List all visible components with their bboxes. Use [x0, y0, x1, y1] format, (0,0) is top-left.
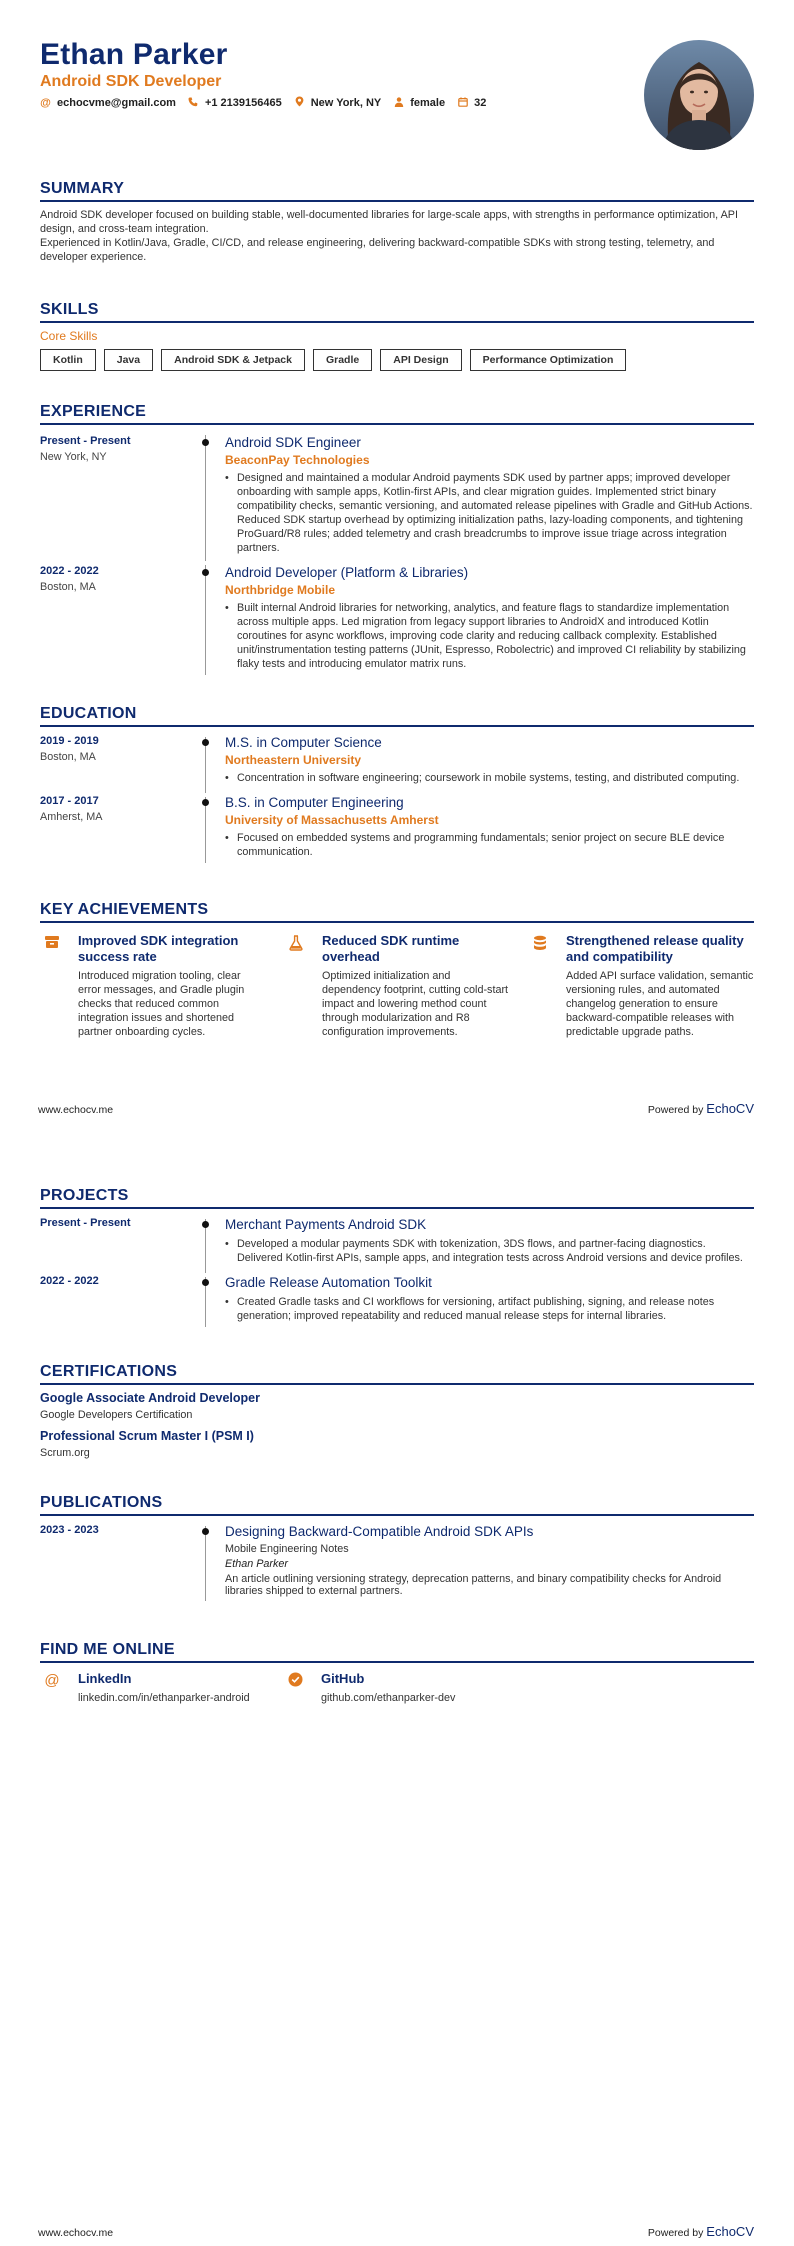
- achievement-item: [284, 933, 510, 1039]
- experience-item: [40, 561, 754, 675]
- section-title: PROJECTS: [40, 1187, 754, 1209]
- achievement-title: Strengthened release quality and compatibility: [566, 933, 744, 964]
- item-title: M.S. in Computer Science: [225, 735, 382, 750]
- project-item: [40, 1215, 754, 1273]
- skills-subtitle: Core Skills: [40, 329, 98, 343]
- online-profile-name: LinkedIn: [78, 1671, 132, 1686]
- resume-page-2: [0, 1123, 794, 2246]
- experience-item: [40, 431, 754, 561]
- skill-tag: Kotlin: [40, 349, 96, 371]
- skill-tag: Java: [104, 349, 153, 371]
- certification-name: Google Associate Android Developer: [40, 1391, 260, 1405]
- location-icon: [294, 96, 305, 110]
- phone-icon: [188, 97, 199, 110]
- inbox-icon: [40, 933, 64, 1039]
- timeline-dot: [202, 1528, 209, 1535]
- candidate-name: Ethan Parker: [40, 38, 228, 71]
- item-bullet: • Created Gradle tasks and CI workflows for versioning, artifact publishing, signing, and release notes generation; improved repeatability and reduced manual release steps for internal libraries.: [225, 1295, 754, 1323]
- calendar-icon: [457, 97, 468, 110]
- timeline-dot: [202, 1279, 209, 1286]
- timeline-line: [205, 435, 206, 561]
- achievement-title: Reduced SDK runtime overhead: [322, 933, 460, 964]
- item-title: Android SDK Engineer: [225, 435, 361, 450]
- achievement-item: [528, 933, 754, 1039]
- achievement-description: Added API surface validation, semantic versioning rules, and automated changelog generation to ensure backward-compatible releases with predictable upgrade paths.: [566, 970, 754, 1038]
- footer-site-link[interactable]: www.echocv.me: [38, 2227, 114, 2239]
- publication-venue: Mobile Engineering Notes: [225, 1543, 349, 1555]
- contact-age: 32: [457, 97, 486, 110]
- skill-tag: Performance Optimization: [470, 349, 627, 371]
- publication-author: Ethan Parker: [225, 1558, 289, 1570]
- item-organization: Northeastern University: [225, 753, 362, 767]
- achievement-description: Introduced migration tooling, clear error messages, and Gradle plugin checks that reduced common integration issues and shortened partner onboarding cycles.: [78, 970, 245, 1038]
- item-date: Present - Present: [40, 1217, 131, 1229]
- skills-tags: [40, 349, 754, 371]
- skill-tag: Android SDK & Jetpack: [161, 349, 305, 371]
- section-title: EXPERIENCE: [40, 403, 754, 425]
- contact-bar: [40, 96, 486, 110]
- item-title: Designing Backward-Compatible Android SDK APIs: [225, 1524, 534, 1539]
- item-title: B.S. in Computer Engineering: [225, 795, 404, 810]
- publications-section: [40, 1494, 754, 1601]
- education-section: [40, 705, 754, 863]
- certification-issuer: Google Developers Certification: [40, 1409, 193, 1421]
- achievement-description: Optimized initialization and dependency footprint, cutting cold-start impact and lowering method count through modularization and R8 configuration improvements.: [322, 970, 509, 1038]
- item-bullet: • Developed a modular payments SDK with tokenization, 3DS flows, and partner-facing diagnostics. Delivered Kotlin-first APIs, sample apps, and integration tests across Android versions and device profiles.: [225, 1237, 754, 1265]
- at-icon: @: [40, 97, 51, 109]
- publication-description: An article outlining versioning strategy, deprecation patterns, and binary compatibility checks for Android libraries shipped to external partners.: [225, 1573, 722, 1597]
- timeline-dot: [202, 799, 209, 806]
- item-bullet: • Concentration in software engineering; coursework in mobile systems, testing, and distributed computing.: [225, 771, 754, 785]
- item-title: Gradle Release Automation Toolkit: [225, 1275, 432, 1290]
- flask-icon: [284, 933, 308, 1039]
- item-bullet: • Focused on embedded systems and programming fundamentals; senior project on secure BLE device communication.: [225, 831, 754, 859]
- section-title: SKILLS: [40, 301, 754, 323]
- check-badge-icon: [283, 1671, 307, 1704]
- section-title: PUBLICATIONS: [40, 1494, 754, 1516]
- item-organization: Northbridge Mobile: [225, 583, 335, 597]
- timeline-dot: [202, 569, 209, 576]
- experience-section: [40, 403, 754, 675]
- section-title: EDUCATION: [40, 705, 754, 727]
- certification-name: Professional Scrum Master I (PSM I): [40, 1429, 254, 1443]
- skills-section: [40, 301, 754, 371]
- education-item: [40, 793, 754, 863]
- certifications-section: [40, 1363, 754, 1467]
- footer-powered-by: Powered by EchoCV: [647, 1101, 754, 1116]
- candidate-role: Android SDK Developer: [40, 73, 222, 90]
- projects-section: [40, 1187, 754, 1327]
- footer-brand[interactable]: EchoCV: [706, 1101, 754, 1116]
- item-date: 2022 - 2022: [40, 1275, 99, 1287]
- section-title: FIND ME ONLINE: [40, 1641, 754, 1663]
- online-profile-url[interactable]: github.com/ethanparker-dev: [321, 1692, 456, 1704]
- database-icon: [528, 933, 552, 1039]
- project-item: [40, 1273, 754, 1327]
- person-icon: [393, 97, 404, 110]
- avatar: [644, 40, 754, 150]
- footer-powered-by: Powered by EchoCV: [647, 2224, 754, 2239]
- summary-section: [40, 180, 754, 264]
- item-location: Boston, MA: [40, 581, 96, 593]
- at-icon: @: [44, 1672, 60, 1689]
- contact-gender: female: [393, 97, 445, 110]
- item-title: Android Developer (Platform & Libraries): [225, 565, 469, 580]
- publication-item: [40, 1522, 754, 1601]
- section-title: CERTIFICATIONS: [40, 1363, 754, 1385]
- item-bullet: • Designed and maintained a modular Android payments SDK used by partner apps; improved developer onboarding with sample apps, Kotlin-first APIs, and clear migration guides. Implemented strict binary compatibility checks, semantic versioning, and automated release pipelines with Gradle and GitHub Actions. Reduced SDK startup overhead by optimizing initialization paths, lazy-loading components, and tightening ProGuard/R8 rules; added telemetry and crash breadcrumbs to improve issue triage across integration partners.: [225, 471, 754, 555]
- item-organization: University of Massachusetts Amherst: [225, 813, 439, 827]
- timeline-dot: [202, 739, 209, 746]
- achievements-section: [40, 901, 754, 1039]
- online-profile-name: GitHub: [321, 1671, 365, 1686]
- item-date: 2017 - 2017: [40, 795, 99, 807]
- section-title: SUMMARY: [40, 180, 754, 202]
- section-title: KEY ACHIEVEMENTS: [40, 901, 754, 923]
- contact-email[interactable]: @ echocvme@gmail.com: [40, 97, 176, 109]
- item-location: Amherst, MA: [40, 811, 103, 823]
- timeline-dot: [202, 439, 209, 446]
- item-location: New York, NY: [40, 451, 107, 463]
- timeline-line: [205, 565, 206, 675]
- footer-site-link[interactable]: www.echocv.me: [38, 1104, 114, 1116]
- achievement-item: [40, 933, 266, 1039]
- timeline-line: [205, 1526, 206, 1601]
- education-item: [40, 733, 754, 793]
- skill-tag: Gradle: [313, 349, 372, 371]
- online-profile-url[interactable]: linkedin.com/in/ethanparker-android: [78, 1692, 250, 1704]
- online-section: [40, 1641, 754, 1704]
- item-date: 2019 - 2019: [40, 735, 99, 747]
- item-date: 2023 - 2023: [40, 1524, 99, 1536]
- certification-issuer: Scrum.org: [40, 1447, 90, 1459]
- timeline-dot: [202, 1221, 209, 1228]
- contact-phone[interactable]: +1 2139156465: [188, 97, 282, 110]
- timeline-line: [205, 797, 206, 863]
- footer-brand[interactable]: EchoCV: [706, 2224, 754, 2239]
- online-profile-linkedin[interactable]: [40, 1671, 283, 1704]
- achievement-title: Improved SDK integration success rate: [78, 933, 239, 964]
- summary-paragraph: Android SDK developer focused on building stable, well-documented libraries for large-scale apps, with strengths in performance optimization, API design, and cross-team integration.: [40, 209, 738, 235]
- item-title: Merchant Payments Android SDK: [225, 1217, 427, 1232]
- item-date: 2022 - 2022: [40, 565, 99, 577]
- item-organization: BeaconPay Technologies: [225, 453, 370, 467]
- item-location: Boston, MA: [40, 751, 96, 763]
- item-bullet: • Built internal Android libraries for networking, analytics, and feature flags to standardize implementation across multiple apps. Led migration from legacy support libraries to AndroidX and introduced Kotlin coroutines for async workflows, improving code clarity and reducing callback complexity. Established unit/instrumentation testing patterns (JUnit, Espresso, Robolectric) and improved CI reliability by stabilizing flaky tests and introducing emulator matrix runs.: [225, 601, 754, 671]
- skill-tag: API Design: [380, 349, 461, 371]
- online-profile-github[interactable]: [283, 1671, 526, 1704]
- summary-paragraph: Experienced in Kotlin/Java, Gradle, CI/CD, and release engineering, delivering backward-compatible SDKs with strong testing, telemetry, and developer experience.: [40, 237, 715, 263]
- item-date: Present - Present: [40, 435, 131, 447]
- contact-location: New York, NY: [294, 96, 382, 110]
